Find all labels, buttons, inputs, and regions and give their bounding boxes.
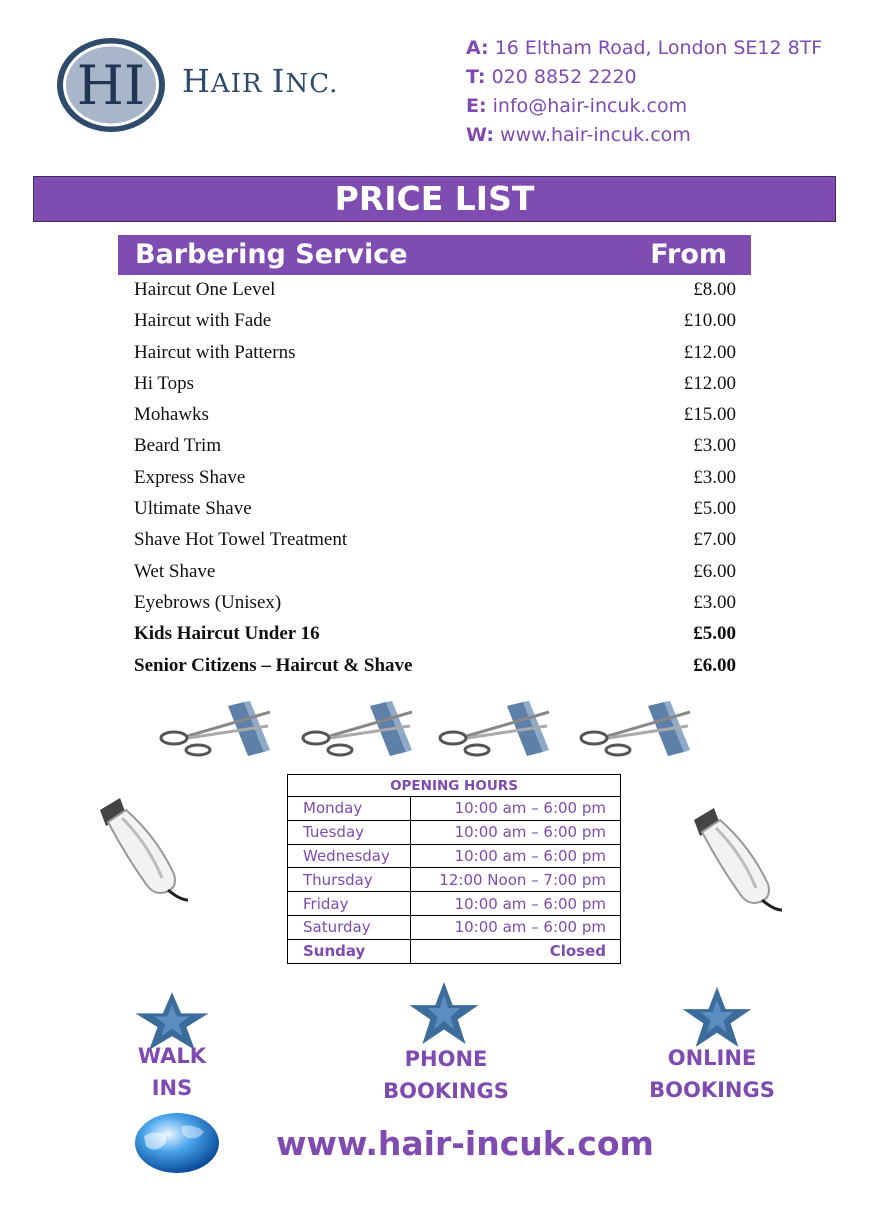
price-row: Mohawks £15.00 bbox=[134, 404, 736, 426]
price-row: Shave Hot Towel Treatment £7.00 bbox=[134, 529, 736, 551]
price-row: Wet Shave £6.00 bbox=[134, 560, 736, 582]
star-icon bbox=[408, 982, 480, 1044]
price-row: Senior Citizens – Haircut & Shave £6.00 bbox=[134, 654, 736, 676]
contact-email[interactable]: E: info@hair-incuk.com bbox=[466, 95, 688, 117]
hours-row: Wednesday 10:00 am – 6:00 pm bbox=[288, 844, 621, 868]
globe-icon bbox=[134, 1112, 220, 1174]
contact-block bbox=[466, 34, 822, 150]
price-row: Express Shave £3.00 bbox=[134, 466, 736, 488]
opening-hours-title: OPENING HOURS bbox=[288, 775, 621, 797]
price-row: Ultimate Shave £5.00 bbox=[134, 498, 736, 520]
contact-address: A: 16 Eltham Road, London SE12 8TF bbox=[466, 37, 823, 59]
price-row: Kids Haircut Under 16 £5.00 bbox=[134, 623, 736, 645]
website-url[interactable]: www.hair-incuk.com bbox=[276, 1124, 654, 1163]
price-row: Haircut with Patterns £12.00 bbox=[134, 341, 736, 363]
hours-row: Monday 10:00 am – 6:00 pm bbox=[288, 797, 621, 821]
price-row: Hi Tops £12.00 bbox=[134, 372, 736, 394]
scissors-comb-icon bbox=[158, 698, 278, 758]
scissors-comb-icon bbox=[578, 698, 698, 758]
brand-name: HAIR INC. bbox=[182, 62, 339, 100]
hours-row: Tuesday 10:00 am – 6:00 pm bbox=[288, 820, 621, 844]
walk-ins-label: WALK INS bbox=[137, 1044, 207, 1100]
price-row: Eyebrows (Unisex) £3.00 bbox=[134, 591, 736, 613]
hours-row: Thursday 12:00 Noon – 7:00 pm bbox=[288, 868, 621, 892]
price-row: Haircut with Fade £10.00 bbox=[134, 310, 736, 332]
from-column-header: From bbox=[650, 239, 727, 270]
star-icon bbox=[681, 987, 753, 1047]
price-table-header bbox=[118, 235, 751, 275]
online-bookings-label: ONLINE BOOKINGS bbox=[649, 1046, 775, 1102]
hours-row: Saturday 10:00 am – 6:00 pm bbox=[288, 915, 621, 939]
hair-inc-logo bbox=[55, 36, 167, 134]
price-list-title: PRICE LIST bbox=[33, 176, 836, 222]
price-row: Haircut One Level £8.00 bbox=[134, 279, 736, 300]
contact-phone: T: 020 8852 2220 bbox=[466, 66, 637, 88]
price-row: Beard Trim £3.00 bbox=[134, 435, 736, 457]
scissors-comb-icon bbox=[300, 698, 420, 758]
hours-row: Friday 10:00 am – 6:00 pm bbox=[288, 892, 621, 916]
service-column-header: Barbering Service bbox=[135, 239, 408, 270]
hair-clipper-icon bbox=[96, 796, 196, 906]
scissors-comb-icon bbox=[437, 698, 557, 758]
opening-hours-table bbox=[287, 774, 621, 964]
price-table bbox=[134, 274, 736, 681]
hair-clipper-icon bbox=[690, 806, 790, 916]
logo-monogram: HI bbox=[76, 54, 146, 117]
hours-row: Sunday Closed bbox=[288, 939, 621, 963]
contact-website[interactable]: W: www.hair-incuk.com bbox=[466, 124, 691, 146]
phone-bookings-label: PHONE BOOKINGS bbox=[383, 1047, 509, 1103]
